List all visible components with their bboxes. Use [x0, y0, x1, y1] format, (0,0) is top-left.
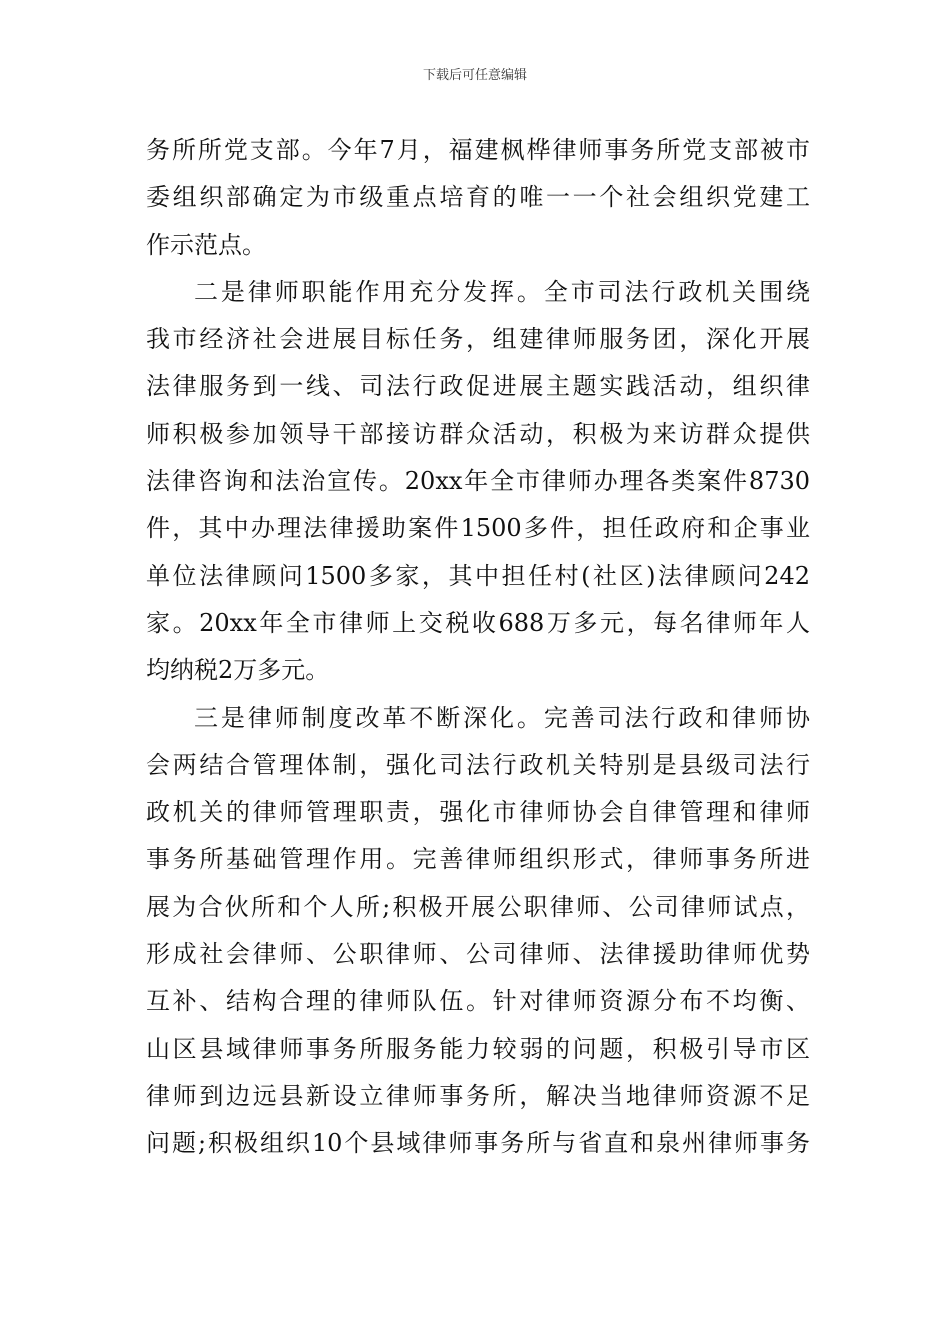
document-body: [146, 127, 810, 1168]
text-line: 互补、结构合理的律师队伍。针对律师资源分布不均衡、: [146, 987, 810, 1016]
text-line: 政机关的律师管理职责，强化市律师协会自律管理和律师: [146, 798, 810, 827]
text-line: 均纳税2万多元。: [146, 656, 330, 685]
text-line: 律师到边远县新设立律师事务所，解决当地律师资源不足: [146, 1081, 810, 1110]
text-line: 问题;积极组织10个县域律师事务所与省直和泉州律师事务: [146, 1129, 810, 1158]
text-line: 展为合伙所和个人所;积极开展公职律师、公司律师试点，: [146, 892, 810, 921]
text-line: 师积极参加领导干部接访群众活动，积极为来访群众提供: [146, 419, 810, 448]
page-header-note: 下载后可任意编辑: [422, 68, 527, 83]
text-line: 单位法律顾问1500多家，其中担任村(社区)法律顾问242: [146, 561, 810, 590]
text-line: 委组织部确定为市级重点培育的唯一一个社会组织党建工: [146, 183, 810, 212]
paragraph-start-line: 二是律师职能作用充分发挥。全市司法行政机关围绕: [194, 277, 810, 306]
text-line: 作示范点。: [146, 230, 266, 259]
paragraph-start-line: 三是律师制度改革不断深化。完善司法行政和律师协: [194, 703, 810, 732]
text-line: 事务所基础管理作用。完善律师组织形式，律师事务所进: [146, 845, 810, 874]
text-line: 法律服务到一线、司法行政促进展主题实践活动，组织律: [146, 372, 810, 401]
text-line: 我市经济社会进展目标任务，组建律师服务团，深化开展: [146, 325, 810, 354]
text-line: 法律咨询和法治宣传。20xx年全市律师办理各类案件8730: [146, 467, 810, 496]
text-line: 务所所党支部。今年7月，福建枫桦律师事务所党支部被市: [146, 136, 810, 164]
text-line: 件，其中办理法律援助案件1500多件，担任政府和企事业: [146, 514, 810, 543]
text-line: 形成社会律师、公职律师、公司律师、法律援助律师优势: [146, 940, 810, 969]
text-line: 会两结合管理体制，强化司法行政机关特别是县级司法行: [146, 750, 810, 779]
text-line: 家。20xx年全市律师上交税收688万多元，每名律师年人: [146, 608, 810, 637]
text-line: 山区县域律师事务所服务能力较弱的问题，积极引导市区: [146, 1034, 810, 1063]
